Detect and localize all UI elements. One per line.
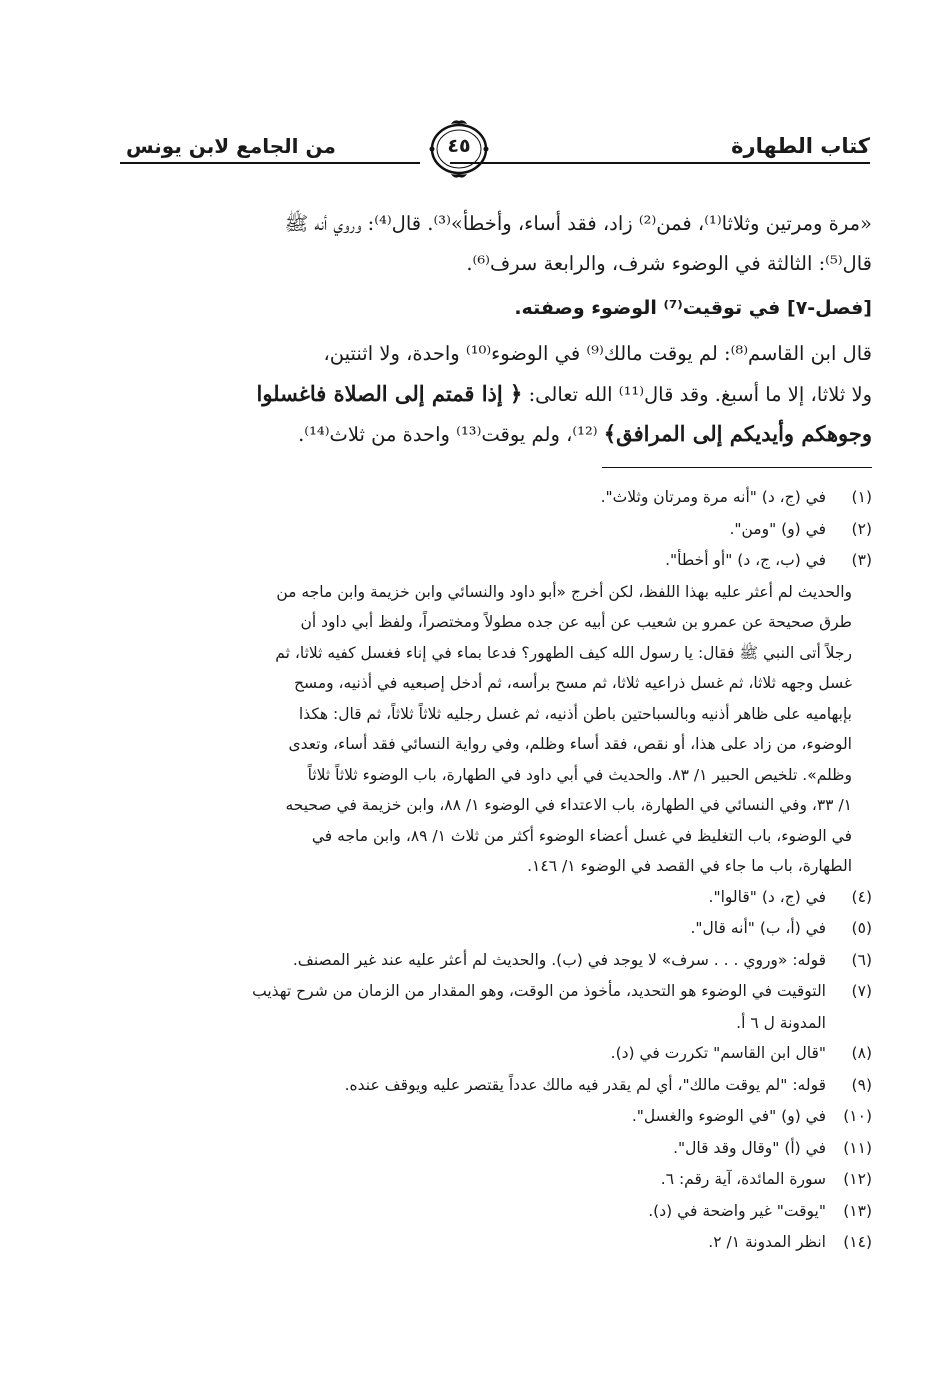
- footnote-text: قوله: «وروي . . . سرف» لا يوجد في (ب). والحديث لم أعثر عليه عند غير المصنف.: [292, 950, 826, 969]
- page-header: [110, 118, 870, 188]
- footnotes: [72, 482, 872, 1259]
- footnote-line: الطهارة، باب ما جاء في القصد في الوضوء ١/ ١٤٦.: [527, 857, 852, 875]
- footnote-number: (٥): [851, 919, 872, 937]
- work-title: من الجامع لابن يونس: [126, 134, 336, 158]
- footnote: [72, 1101, 872, 1133]
- footnote-text: "يوقت" غير واضحة في (د).: [648, 1201, 826, 1220]
- footnote-text: في (و) "ومن".: [729, 519, 826, 538]
- footnote-text: في (ب، ج، د) "أو أخطأ".: [665, 551, 826, 569]
- quran-verse: وجوهكم وأيديكم إلى المرافق﴾: [603, 421, 872, 446]
- footnote-line: بإبهاميه على ظاهر أذنيه وبالسباحتين باطن أذنيه، ثم غسل رجليه ثلاثاً ثلاثاً، ثم قال: هكذا: [298, 704, 852, 723]
- footnote-number: (١٤): [843, 1233, 872, 1251]
- text-line: [60, 374, 872, 414]
- footnote-number: (٨): [851, 1044, 872, 1062]
- footnote: [72, 1038, 872, 1070]
- page-number: ٤٥: [447, 135, 471, 157]
- footnote: [72, 1164, 872, 1196]
- footnote: [72, 1070, 872, 1102]
- footnote: [72, 514, 872, 546]
- footnote-text: في (و) "في الوضوء والغسل".: [631, 1107, 826, 1125]
- text-line: قال⁽⁵⁾: الثالثة في الوضوء شرف، والرابعة سرف⁽⁶⁾.: [466, 252, 872, 275]
- footnote-separator: [602, 467, 872, 468]
- footnote-text: في (ج، د) "أنه مرة ومرتان وثلاث".: [600, 488, 826, 506]
- footnote-text: في (أ) "وقال وقد قال".: [673, 1138, 826, 1157]
- footnote-line: الوضوء، من زاد على هذا، أو نقص، فقد أساء وظلم، وفي رواية النسائي فقد أساء، وتعدى: [288, 735, 852, 753]
- text-line: «مرة ومرتين وثلاثا⁽¹⁾، فمن⁽²⁾ زاد، فقد أساء، وأخطأ»⁽³⁾. قال⁽⁴⁾: وروي أنه ﷺ: [284, 212, 872, 235]
- section-heading: [فصل-٧] في توقيت⁽⁷⁾ الوضوء وصفته.: [514, 297, 872, 319]
- quran-verse: ﴿ إذا قمتم إلى الصلاة فاغسلوا: [256, 381, 523, 406]
- footnote-number: (٩): [851, 1075, 872, 1094]
- text-line: [60, 414, 872, 454]
- footnote-number: (٤): [851, 887, 872, 906]
- footnote-number: (١١): [843, 1138, 872, 1157]
- header-rule-right: [450, 162, 870, 164]
- footnote-line: طرق صحيحة عن عمرو بن شعيب عن أبيه عن جده مطولاً ومختصراً، ولفظ أبي داود أن: [300, 613, 852, 631]
- footnote: [72, 482, 872, 514]
- footnote-text: "قال ابن القاسم" تكررت في (د).: [610, 1044, 826, 1062]
- footnote-text: قوله: "لم يوقت مالك"، أي لم يقدر فيه مالك عدداً يقتصر عليه ويوقف عنده.: [344, 1075, 826, 1094]
- footnote-number: (٧): [851, 982, 872, 1000]
- footnote-number: (١٠): [843, 1107, 872, 1125]
- footnote-text: انظر المدونة ١/ ٢.: [708, 1233, 826, 1251]
- footnote-text: التوقيت في الوضوء هو التحديد، مأخوذ من الوقت، وهو المقدار من الزمان من شرح تهذيب: [252, 982, 826, 1000]
- footnote-number: (٢): [851, 519, 872, 538]
- footnote-text: سورة المائدة، آية رقم: ٦.: [660, 1170, 826, 1188]
- footnote: [72, 545, 872, 577]
- footnote: [72, 1196, 872, 1228]
- footnote: [72, 1227, 872, 1259]
- footnote-line: غسل وجهه ثلاثا، ثم غسل ذراعيه ثلاثا، ثم مسح برأسه، ثم أدخل إصبعيه في أذنيه، ومسح: [294, 674, 852, 692]
- footnote-line: والحديث لم أعثر عليه بهذا اللفظ، لكن أخرج «أبو داود والنسائي وابن خزيمة وابن ماجه من: [276, 582, 852, 601]
- footnote-line: المدونة ل ٦ أ.: [736, 1013, 826, 1032]
- footnote-line: وظلم». تلخيص الحبير ١/ ٨٣. والحديث في أبي داود في الطهارة، باب الوضوء ثلاثاً ثلاثاً: [307, 765, 852, 784]
- book-title: كتاب الطهارة: [731, 134, 870, 158]
- footnote: [72, 945, 872, 977]
- footnote-continuation: [72, 577, 872, 882]
- footnote-line: ١/ ٣٣، وفي النسائي في الطهارة، باب الاعتداء في الوضوء ١/ ٨٨، وابن خزيمة في صحيحه: [285, 796, 852, 814]
- footnote: [72, 913, 872, 945]
- footnote-line: رجلاً أتى النبي ﷺ فقال: يا رسول الله كيف الطهور؟ فدعا بماء في إناء فغسل كفيه ثلاثا، ثم: [275, 643, 852, 662]
- footnote-continuation: [72, 1008, 872, 1039]
- footnote: [72, 1133, 872, 1165]
- footnote: [72, 882, 872, 914]
- footnote: [72, 976, 872, 1008]
- footnote-number: (٦): [851, 950, 872, 969]
- text-segment: ولا ثلاثا، إلا ما أسبغ. وقد قال⁽¹¹⁾ الله تعالى:: [528, 383, 872, 406]
- footnote-text: في (ج، د) "قالوا".: [708, 887, 826, 906]
- footnote-text: في (أ، ب) "أنه قال".: [690, 919, 826, 937]
- header-rule-left: [120, 162, 420, 164]
- footnote-number: (١٢): [843, 1170, 872, 1188]
- main-text: [60, 204, 872, 454]
- text-line: قال ابن القاسم⁽⁸⁾: لم يوقت مالك⁽⁹⁾ في الوضوء⁽¹⁰⁾ واحدة، ولا اثنتين،: [323, 342, 872, 365]
- footnote-number: (١٣): [843, 1201, 872, 1220]
- footnote-number: (١): [851, 488, 872, 506]
- text-segment: ⁽¹²⁾، ولم يوقت⁽¹³⁾ واحدة من ثلاث⁽¹⁴⁾.: [298, 423, 598, 446]
- footnote-number: (٣): [851, 551, 872, 569]
- footnote-line: في الوضوء، باب التغليظ في غسل أعضاء الوضوء أكثر من ثلاث ١/ ٨٩، وابن ماجه في: [311, 826, 852, 845]
